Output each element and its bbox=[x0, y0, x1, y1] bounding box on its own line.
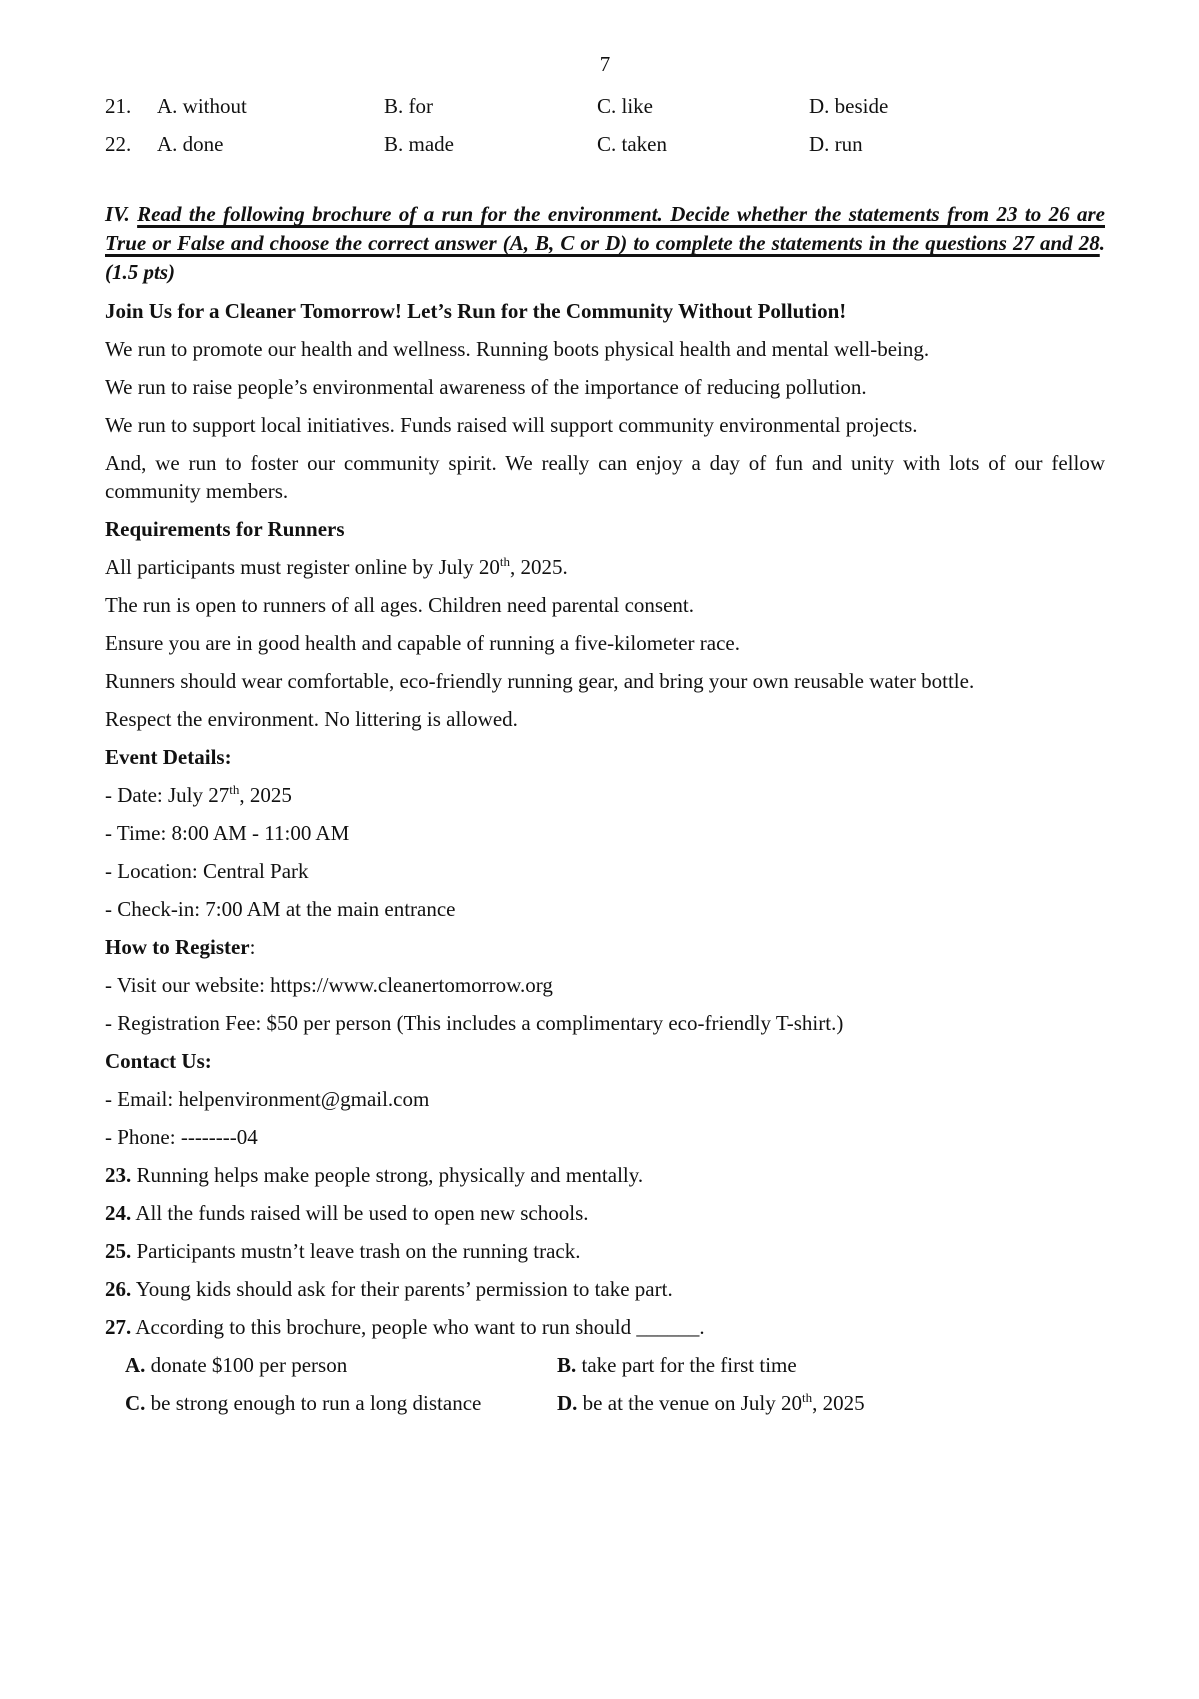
question-26-number: 26. bbox=[105, 1277, 132, 1301]
contact-email: - Email: helpenvironment@gmail.com bbox=[105, 1087, 430, 1111]
question-26-text: Young kids should ask for their parents’ permission to take part. bbox=[131, 1277, 673, 1301]
question-25 bbox=[105, 1237, 1105, 1265]
section-iv-label: IV. bbox=[105, 202, 138, 226]
question-27-options-row-2 bbox=[105, 1389, 1105, 1417]
question-27-number: 27. bbox=[105, 1315, 132, 1339]
question-21-number: 21. bbox=[105, 94, 132, 118]
option-d-text: be at the venue on July 20 bbox=[577, 1391, 802, 1415]
register-fee: - Registration Fee: $50 per person (This includes a complimentary eco-friendly T-shirt.) bbox=[105, 1011, 844, 1035]
event-details-heading: Event Details: bbox=[105, 745, 232, 769]
question-24-text: All the funds raised will be used to open new schools. bbox=[131, 1201, 589, 1225]
question-26 bbox=[105, 1275, 1105, 1303]
option-a-label: A. bbox=[125, 1353, 146, 1377]
question-25-number: 25. bbox=[105, 1239, 132, 1263]
question-22-option-b: B. made bbox=[384, 132, 454, 156]
requirement-no-littering: Respect the environment. No littering is allowed. bbox=[105, 707, 518, 731]
register-website: - Visit our website: https://www.cleanertomorrow.org bbox=[105, 973, 553, 997]
page-number: 7 bbox=[599, 52, 611, 76]
contact-heading: Contact Us: bbox=[105, 1049, 212, 1073]
brochure-title: Join Us for a Cleaner Tomorrow! Let’s Run for the Community Without Pollution! bbox=[105, 299, 847, 323]
question-22-number: 22. bbox=[105, 132, 132, 156]
requirement-ages: The run is open to runners of all ages. Children need parental consent. bbox=[105, 593, 694, 617]
question-27-options-row-1 bbox=[105, 1351, 1105, 1379]
requirement-register-year: , 2025. bbox=[509, 555, 568, 579]
question-21-row bbox=[105, 92, 1105, 120]
question-21-option-c: C. like bbox=[597, 94, 653, 118]
question-27-option-c bbox=[125, 1389, 557, 1417]
question-24-number: 24. bbox=[105, 1201, 132, 1225]
question-22-row bbox=[105, 130, 1105, 158]
option-d-label: D. bbox=[557, 1391, 578, 1415]
mc-questions-block bbox=[105, 92, 1105, 158]
event-date-text: - Date: July 27 bbox=[105, 783, 230, 807]
option-c-text: be strong enough to run a long distance bbox=[145, 1391, 482, 1415]
requirement-gear: Runners should wear comfortable, eco-friendly running gear, and bring your own reusable water bottle. bbox=[105, 669, 975, 693]
option-b-label: B. bbox=[557, 1353, 577, 1377]
question-27-option-d bbox=[557, 1389, 1105, 1417]
question-27 bbox=[105, 1313, 1105, 1341]
section-iv-instructions bbox=[105, 200, 1105, 287]
event-time: - Time: 8:00 AM - 11:00 AM bbox=[105, 821, 350, 845]
question-23-text: Running helps make people strong, physically and mentally. bbox=[131, 1163, 644, 1187]
event-date bbox=[105, 781, 1105, 809]
ordinal-suffix: th bbox=[801, 1390, 813, 1405]
how-to-register-heading-text: How to Register bbox=[105, 935, 250, 959]
intro-paragraph-2: We run to raise people’s environmental awareness of the importance of reducing pollution. bbox=[105, 375, 867, 399]
question-27-text: According to this brochure, people who want to run should ______. bbox=[131, 1315, 705, 1339]
option-a-text: donate $100 per person bbox=[145, 1353, 348, 1377]
question-25-text: Participants mustn’t leave trash on the running track. bbox=[131, 1239, 581, 1263]
question-27-option-b bbox=[557, 1351, 1105, 1379]
option-b-text: take part for the first time bbox=[576, 1353, 797, 1377]
contact-phone: - Phone: --------04 bbox=[105, 1125, 258, 1149]
requirement-register-text: All participants must register online by July 20 bbox=[105, 555, 500, 579]
intro-paragraph-1: We run to promote our health and wellness. Running boots physical health and mental well-being. bbox=[105, 337, 930, 361]
question-21-option-d: D. beside bbox=[809, 94, 889, 118]
question-23 bbox=[105, 1161, 1105, 1189]
requirement-health: Ensure you are in good health and capable of running a five-kilometer race. bbox=[105, 631, 740, 655]
event-location: - Location: Central Park bbox=[105, 859, 309, 883]
option-c-label: C. bbox=[125, 1391, 146, 1415]
requirements-heading: Requirements for Runners bbox=[105, 517, 345, 541]
how-to-register-heading-colon: : bbox=[249, 935, 256, 959]
intro-paragraph-3: We run to support local initiatives. Funds raised will support community environmental projects. bbox=[105, 413, 918, 437]
how-to-register-heading bbox=[105, 933, 1105, 961]
question-22-option-a: A. done bbox=[157, 132, 224, 156]
question-23-number: 23. bbox=[105, 1163, 132, 1187]
option-d-year: , 2025 bbox=[812, 1391, 865, 1415]
question-22-option-d: D. run bbox=[809, 132, 863, 156]
event-checkin: - Check-in: 7:00 AM at the main entrance bbox=[105, 897, 456, 921]
question-22-option-c: C. taken bbox=[597, 132, 667, 156]
section-iv-points: . (1.5 pts) bbox=[105, 231, 1105, 284]
requirement-register bbox=[105, 553, 1105, 581]
question-21-option-a: A. without bbox=[157, 94, 247, 118]
ordinal-suffix: th bbox=[499, 554, 510, 569]
question-21-option-b: B. for bbox=[384, 94, 433, 118]
question-24 bbox=[105, 1199, 1105, 1227]
section-iv-instructions-underlined: Read the following brochure of a run for the environment. Decide whether the statements from 23 to 26 are True or False and choose the correct answer (A, B, C or D) to complete the statements in the questions 27 and 28 bbox=[105, 202, 1105, 255]
ordinal-suffix: th bbox=[229, 782, 240, 797]
event-date-year: , 2025 bbox=[239, 783, 292, 807]
intro-paragraph-4: And, we run to foster our community spirit. We really can enjoy a day of fun and unity with lots of our fellow community members. bbox=[105, 451, 1105, 503]
question-27-option-a bbox=[125, 1351, 557, 1379]
